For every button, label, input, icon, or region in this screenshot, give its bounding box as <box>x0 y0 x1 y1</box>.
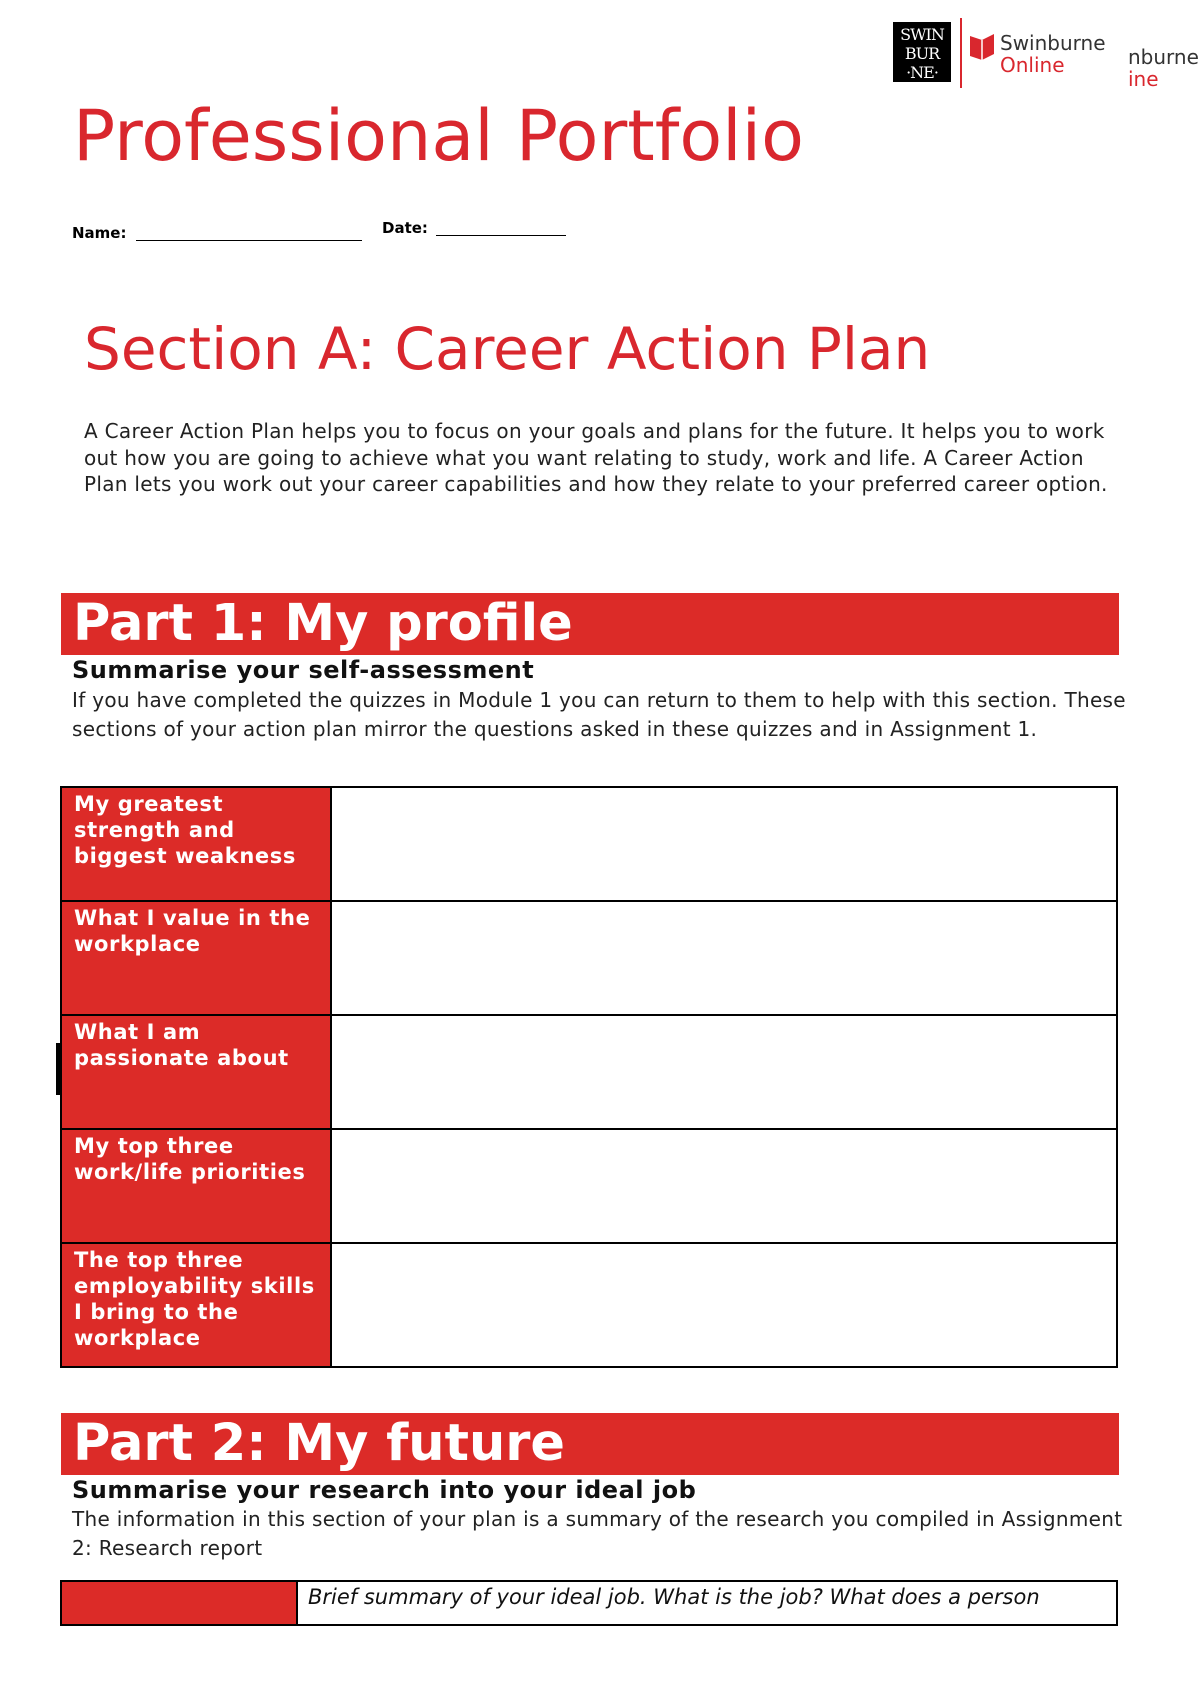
clipped-line-1: nburne <box>1128 45 1199 69</box>
swinburne-logo <box>893 22 951 82</box>
page-title: Professional Portfolio <box>73 95 804 177</box>
part-2-banner: Part 2: My future <box>61 1413 1119 1475</box>
priorities-input[interactable] <box>332 1130 1116 1242</box>
table-row <box>62 1016 1116 1130</box>
ideal-job-summary-input[interactable]: Brief summary of your ideal job. What is the job? What does a person <box>308 1585 1040 1609</box>
row-label-priorities: My top three work/life priorities <box>62 1130 332 1242</box>
row-label-passion: What I am passionate about <box>62 1016 332 1128</box>
strength-weakness-input[interactable] <box>332 788 1116 900</box>
future-table <box>60 1580 1118 1626</box>
row-label-values: What I value in the workplace <box>62 902 332 1014</box>
section-a-intro: A Career Action Plan helps you to focus on your goals and plans for the future. It helps you to work out how you are going to achieve what you want relating to study, work and life. A Career Action Plan lets you work out your career capabilities and how they relate to your preferred career option. <box>84 419 1108 496</box>
date-label: Date: <box>382 219 428 237</box>
table-row <box>62 1244 1116 1366</box>
table-row <box>62 788 1116 902</box>
book-icon <box>968 32 996 62</box>
part-1-banner: Part 1: My profile <box>61 593 1119 655</box>
logo-divider <box>960 18 962 88</box>
name-field[interactable] <box>136 224 362 241</box>
profile-table <box>60 786 1118 1368</box>
logo-line-2: BUR <box>904 44 940 63</box>
date-field[interactable] <box>436 219 566 236</box>
part-2-subheading: Summarise your research into your ideal job <box>72 1476 697 1504</box>
name-label: Name: <box>72 224 127 242</box>
logo-line-3: ·NE· <box>906 63 938 82</box>
table-row <box>62 902 1116 1016</box>
clipped-brand-text <box>1128 46 1199 90</box>
future-row-label <box>62 1582 298 1624</box>
logo-line-1: SWIN <box>900 25 944 44</box>
brand-line-2: Online <box>1000 53 1065 77</box>
clipped-line-2: ine <box>1128 67 1159 91</box>
passion-input[interactable] <box>332 1016 1116 1128</box>
table-row <box>62 1130 1116 1244</box>
row-label-skills: The top three employability skills I bring to the workplace <box>62 1244 332 1366</box>
skills-input[interactable] <box>332 1244 1116 1366</box>
online-brand-text <box>1000 32 1106 76</box>
section-a-title: Section A: Career Action Plan <box>84 315 931 383</box>
workplace-values-input[interactable] <box>332 902 1116 1014</box>
row-label-strength: My greatest strength and biggest weakness <box>62 788 332 900</box>
margin-marker <box>56 1043 60 1095</box>
part-1-subheading: Summarise your self-assessment <box>72 656 535 684</box>
brand-line-1: Swinburne <box>1000 31 1106 55</box>
part-2-description: The information in this section of your plan is a summary of the research you compiled in Assignment 2: Research report <box>72 1507 1123 1560</box>
part-1-description: If you have completed the quizzes in Module 1 you can return to them to help with this section. These sections of your action plan mirror the questions asked in these quizzes and in Assignment 1. <box>72 688 1126 741</box>
